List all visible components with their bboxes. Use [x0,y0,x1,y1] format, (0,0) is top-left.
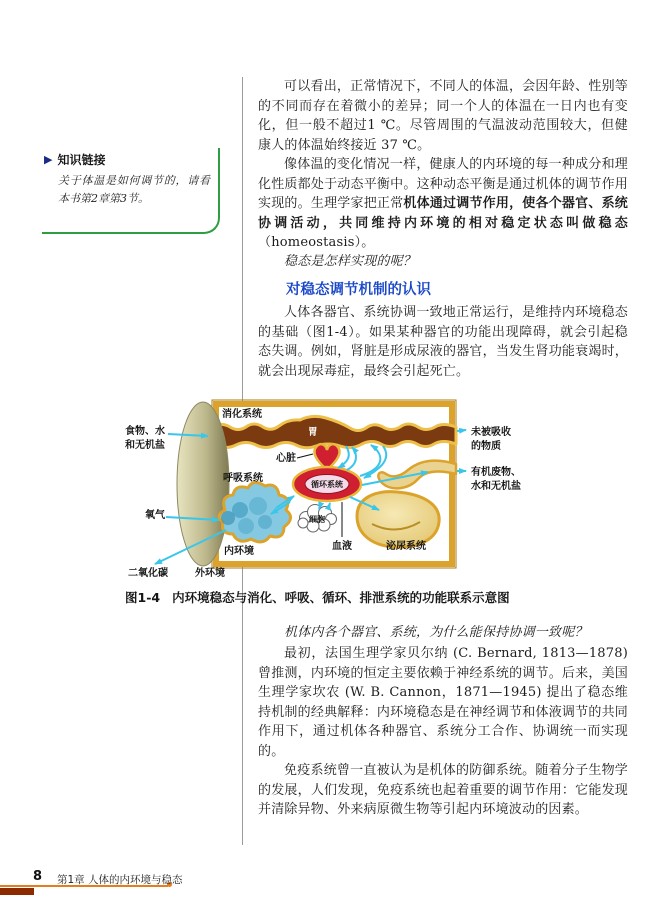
paragraph-homeostasis [258,155,628,253]
label-unabsorbed-line2: 的物质 [471,441,501,452]
label-internal-environment: 内环境 [224,546,254,557]
label-heart: 心脏 [276,453,296,464]
label-urinary-system: 泌尿系统 [386,541,426,552]
homeostasis-definition-bold: 机体通过调节作用，使各个器官、系统协调活动，共同维持内环境的相对稳定状态叫做稳态 [258,196,628,231]
label-cells: 细胞 [309,515,325,524]
label-unabsorbed-line1: 未被吸收 [471,427,511,438]
label-organic-waste-line2: 水和无机盐 [471,481,521,492]
paragraph-immune-system: 免疫系统曾一直被认为是机体的防御系统。随着分子生物学的发展，人们发现，免疫系统也起着重要的调节作用：它能发现并清除异物、外来病原微生物等引起内环境波动的因素。 [258,763,628,817]
label-oxygen: 氧气 [145,510,165,521]
knowledge-link-body: 关于体温是如何调节的，请看本书第2章第3节。 [58,174,210,205]
label-carbon-dioxide: 二氧化碳 [128,568,168,579]
label-circulatory-system: 循环系统 [311,480,343,489]
paragraph-homeostasis-pre: 像体温的变化情况一样，健康人的内环境的每一种成分和理化性质都处于动态平衡中。这种动态平衡是通过机体的调节作用实现的。生理学家把正常 [258,157,628,211]
lung-texture [238,518,254,534]
knowledge-link-header [44,151,210,168]
urinary-bladder-shape [357,492,439,547]
figure-diagram [100,398,545,588]
label-external-environment: 外环境 [195,568,225,579]
lung-texture [221,511,235,525]
knowledge-link-box [42,148,220,234]
paragraph-bernard-cannon: 最初，法国生理学家贝尔纳 (C. Bernard, 1813—1878) 曾推测，内环境的恒定主要依赖于神经系统的调节。后来，美国生理学家坎农 (W. B. Cannon，1871—1945) 提出了稳态维持机制的经典解释：内环境稳态是在神经调节和体液调节的共同作用下，通过机体各种器官、系统分工合作、协调统一而实现的。 [258,646,628,759]
lung-texture [249,497,267,515]
figure-caption-label: 图1-4 [125,590,161,605]
paragraph-homeostasis-post: （homeostasis）。 [258,235,375,250]
question-how-homeostasis: 稳态是怎样实现的呢？ [284,254,417,269]
question-coordination: 机体内各个器官、系统，为什么能保持协调一致呢？ [284,625,588,640]
figure-caption [125,588,510,606]
lung-texture [258,515,272,529]
label-stomach: 胃 [308,427,318,438]
paragraph-body-temperature: 可以看出，正常情况下，不同人的体温，会因年龄、性别等的不同而存在着微小的差异；同一个人的体温在一日内也有变化，但一般不超过1 ℃。尽管周围的气温波动范围较大，但健康人的体温始终接近 37 ℃。 [258,79,628,153]
label-blood: 血液 [332,541,352,552]
figure-caption-text: 内环境稳态与消化、呼吸、循环、排泄系统的功能联系示意图 [172,590,510,605]
label-digestive-system: 消化系统 [222,409,262,420]
label-food-water-line2: 和无机盐 [125,440,165,451]
footer-accent-bar [0,888,34,895]
label-organic-waste-line1: 有机废物、 [471,467,521,478]
label-food-water-line1: 食物、水 [125,426,165,437]
page-number: 8 [33,869,43,884]
triangle-marker-icon: ▶ [44,152,53,166]
chapter-title: 第1章 人体的内环境与稳态 [57,874,183,886]
label-respiratory-system: 呼吸系统 [223,473,263,484]
section-heading: 对稳态调节机制的认识 [286,282,431,298]
knowledge-link-title: 知识链接 [57,153,106,167]
paragraph-organ-coordination: 人体各器官、系统协调一致地正常运行，是维持内环境稳态的基础（图1-4）。如果某种器官的功能出现障碍，就会引起稳态失调。例如，肾脏是形成尿液的器官，当发生肾功能衰竭时，就会出现尿毒症，最终会引起死亡。 [258,305,628,379]
